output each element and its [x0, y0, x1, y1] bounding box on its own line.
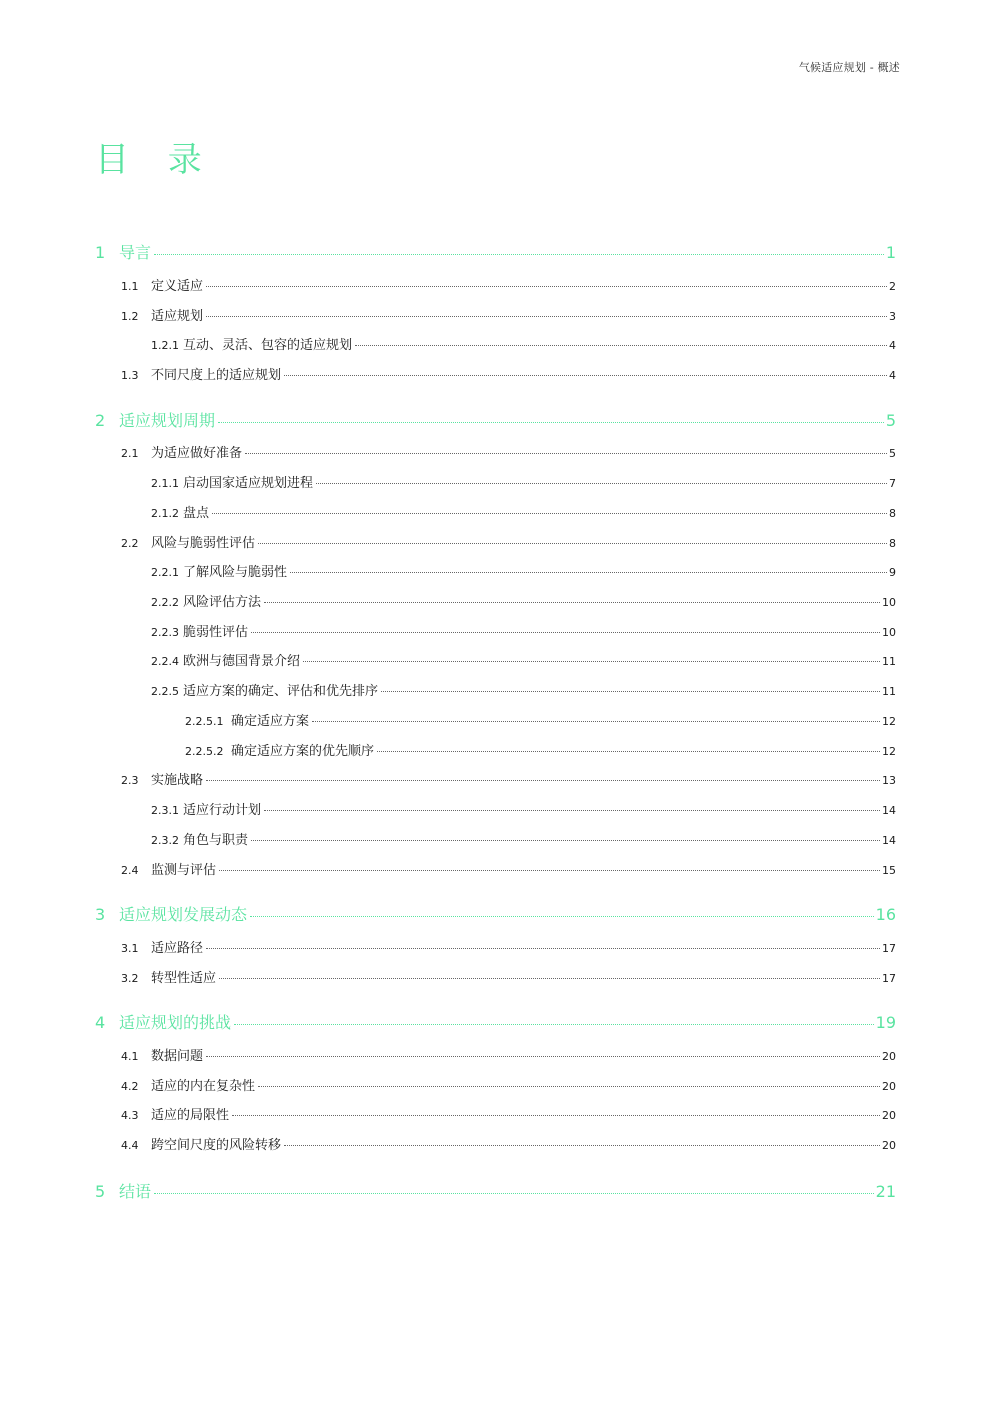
toc-entry-1-1[interactable] [95, 275, 896, 294]
dot-leader [154, 1193, 874, 1194]
toc-entry-1-2-1[interactable] [95, 334, 896, 353]
toc-entry-number: 2.2.4 [151, 655, 179, 668]
toc-entry-label: 启动国家适应规划进程 [183, 476, 314, 491]
toc-entry-page: 20 [882, 1139, 896, 1152]
toc-entry-label: 盘点 [183, 506, 210, 521]
toc-entry-2-2-3[interactable] [95, 621, 896, 640]
toc-entry-number: 3.1 [121, 942, 139, 955]
toc-entry-number: 1.2.1 [151, 339, 179, 352]
toc-entry-number: 1.3 [121, 369, 139, 382]
toc-entry-label: 跨空间尺度的风险转移 [151, 1138, 282, 1153]
dot-leader [212, 513, 887, 514]
dot-leader [251, 840, 880, 841]
toc-entry-number: 2.2.2 [151, 596, 179, 609]
toc-entry-label: 适应方案的确定、评估和优先排序 [183, 684, 379, 699]
dot-leader [206, 780, 880, 781]
toc-entry-page: 10 [882, 596, 896, 609]
toc-entry-number: 2.2.3 [151, 626, 179, 639]
toc-entry-label: 风险评估方法 [183, 595, 262, 610]
toc-entry-label: 定义适应 [151, 279, 204, 294]
dot-leader [316, 483, 887, 484]
toc-entry-label: 监测与评估 [151, 863, 217, 878]
toc-entry-number: 2.4 [121, 864, 139, 877]
toc-entry-2-3-1[interactable] [95, 799, 896, 818]
toc-entry-page: 2 [889, 280, 896, 293]
toc-entry-2-2-4[interactable] [95, 650, 896, 669]
dot-leader [206, 316, 887, 317]
toc-entry-2-4[interactable] [95, 859, 896, 878]
toc-entry-label: 适应的内在复杂性 [151, 1079, 256, 1094]
toc-entry-page: 11 [882, 685, 896, 698]
dot-leader [250, 916, 874, 917]
toc-entry-4-3[interactable] [95, 1104, 896, 1123]
toc-entry-5[interactable] [95, 1179, 896, 1201]
dot-leader [219, 870, 880, 871]
toc-entry-label: 角色与职责 [183, 833, 249, 848]
toc-entry-number: 2.2.5.2 [185, 745, 224, 758]
toc-entry-label: 转型性适应 [151, 971, 217, 986]
toc-entry-page: 20 [882, 1080, 896, 1093]
toc-entry-3[interactable] [95, 902, 896, 924]
toc-entry-label: 适应规划周期 [119, 411, 216, 430]
dot-leader [232, 1115, 880, 1116]
toc-entry-number: 2.1 [121, 447, 139, 460]
toc-entry-3-1[interactable] [95, 937, 896, 956]
toc-entry-label: 不同尺度上的适应规划 [151, 368, 282, 383]
toc-title: 目 录 [95, 140, 216, 180]
toc-entry-page: 14 [882, 804, 896, 817]
toc-entry-label: 适应的局限性 [151, 1108, 230, 1123]
toc-entry-2-2-1[interactable] [95, 561, 896, 580]
toc-entry-2-2-5[interactable] [95, 680, 896, 699]
toc-entry-label: 脆弱性评估 [183, 625, 249, 640]
dot-leader [218, 422, 884, 423]
toc-entry-number: 2.2.1 [151, 566, 179, 579]
toc-entry-number: 2 [95, 411, 106, 430]
toc-entry-label: 互动、灵活、包容的适应规划 [183, 338, 353, 353]
toc-entry-2-2[interactable] [95, 532, 896, 551]
dot-leader [206, 286, 887, 287]
dot-leader [381, 691, 880, 692]
toc-entry-page: 17 [882, 972, 896, 985]
toc-entry-4-1[interactable] [95, 1045, 896, 1064]
toc-entry-page: 11 [882, 655, 896, 668]
toc-entry-label: 了解风险与脆弱性 [183, 565, 288, 580]
toc-entry-label: 风险与脆弱性评估 [151, 536, 256, 551]
toc-entry-page: 5 [885, 411, 896, 430]
toc-entry-2-3-2[interactable] [95, 829, 896, 848]
toc-entry-4[interactable] [95, 1010, 896, 1032]
toc-entry-number: 2.3 [121, 774, 139, 787]
dot-leader [245, 453, 887, 454]
toc-entry-page: 4 [889, 369, 896, 382]
toc-entry-2[interactable] [95, 408, 896, 430]
running-header: 气候适应规划 - 概述 [798, 61, 900, 74]
toc-entry-label: 适应规划发展动态 [119, 905, 248, 924]
toc-entry-page: 16 [875, 905, 896, 924]
toc-entry-number: 4.4 [121, 1139, 139, 1152]
dot-leader [264, 810, 880, 811]
toc-entry-number: 1.2 [121, 310, 139, 323]
toc-entry-label: 导言 [119, 243, 152, 262]
toc-entry-page: 12 [882, 715, 896, 728]
toc-entry-number: 2.2 [121, 537, 139, 550]
toc-entry-label: 确定适应方案的优先顺序 [231, 744, 375, 759]
toc-entry-page: 8 [889, 537, 896, 550]
toc-entry-2-2-5-2[interactable] [95, 740, 896, 759]
toc-entry-number: 2.1.1 [151, 477, 179, 490]
dot-leader [258, 543, 887, 544]
toc-entry-page: 12 [882, 745, 896, 758]
toc-entry-number: 1 [95, 243, 106, 262]
toc-entry-page: 20 [882, 1109, 896, 1122]
toc-entry-number: 4 [95, 1013, 106, 1032]
toc-entry-page: 8 [889, 507, 896, 520]
toc-entry-2-2-2[interactable] [95, 591, 896, 610]
toc-entry-label: 适应行动计划 [183, 803, 262, 818]
toc-entry-page: 15 [882, 864, 896, 877]
dot-leader [355, 345, 887, 346]
toc-entry-1-3[interactable] [95, 364, 896, 383]
toc-entry-number: 2.2.5 [151, 685, 179, 698]
dot-leader [154, 254, 884, 255]
toc-entry-page: 19 [875, 1013, 896, 1032]
toc-entry-2-1-2[interactable] [95, 502, 896, 521]
toc-entry-page: 5 [889, 447, 896, 460]
toc-entry-4-4[interactable] [95, 1134, 896, 1153]
dot-leader [290, 572, 887, 573]
toc-entry-page: 3 [889, 310, 896, 323]
toc-entry-number: 2.1.2 [151, 507, 179, 520]
dot-leader [251, 632, 880, 633]
toc-entry-page: 20 [882, 1050, 896, 1063]
toc-entry-2-1-1[interactable] [95, 472, 896, 491]
toc-entry-2-2-5-1[interactable] [95, 710, 896, 729]
toc-entry-number: 2.3.1 [151, 804, 179, 817]
toc-entry-label: 数据问题 [151, 1049, 204, 1064]
dot-leader [206, 948, 880, 949]
toc-entry-1[interactable] [95, 240, 896, 262]
dot-leader [234, 1024, 874, 1025]
toc-entry-page: 10 [882, 626, 896, 639]
dot-leader [258, 1086, 880, 1087]
toc-entry-number: 5 [95, 1182, 106, 1201]
toc-entry-label: 适应规划的挑战 [119, 1013, 232, 1032]
dot-leader [377, 751, 880, 752]
toc-entry-label: 为适应做好准备 [151, 446, 243, 461]
toc-entry-number: 4.1 [121, 1050, 139, 1063]
toc-entry-page: 7 [889, 477, 896, 490]
toc-entry-page: 4 [889, 339, 896, 352]
toc-entry-2-1[interactable] [95, 442, 896, 461]
toc-entry-label: 确定适应方案 [231, 714, 310, 729]
toc-entry-label: 适应路径 [151, 941, 204, 956]
toc-entry-page: 13 [882, 774, 896, 787]
toc-entry-page: 1 [885, 243, 896, 262]
toc-entry-1-2[interactable] [95, 305, 896, 324]
toc-entry-3-2[interactable] [95, 967, 896, 986]
dot-leader [303, 661, 880, 662]
toc-entry-number: 4.2 [121, 1080, 139, 1093]
toc-entry-number: 1.1 [121, 280, 139, 293]
toc-entry-label: 结语 [119, 1182, 152, 1201]
toc-entry-label: 适应规划 [151, 309, 204, 324]
toc-entry-page: 17 [882, 942, 896, 955]
toc-entry-number: 2.3.2 [151, 834, 179, 847]
toc-entry-label: 欧洲与德国背景介绍 [183, 654, 301, 669]
toc-entry-label: 实施战略 [151, 773, 204, 788]
toc-entry-number: 2.2.5.1 [185, 715, 224, 728]
toc-entry-number: 3 [95, 905, 106, 924]
dot-leader [284, 1145, 880, 1146]
toc-entry-number: 3.2 [121, 972, 139, 985]
toc-entry-2-3[interactable] [95, 769, 896, 788]
dot-leader [219, 978, 880, 979]
dot-leader [312, 721, 880, 722]
dot-leader [264, 602, 880, 603]
toc-entry-4-2[interactable] [95, 1075, 896, 1094]
toc-entry-page: 21 [875, 1182, 896, 1201]
toc-entry-page: 14 [882, 834, 896, 847]
toc-entry-number: 4.3 [121, 1109, 139, 1122]
dot-leader [284, 375, 887, 376]
toc-entry-page: 9 [889, 566, 896, 579]
dot-leader [206, 1056, 880, 1057]
